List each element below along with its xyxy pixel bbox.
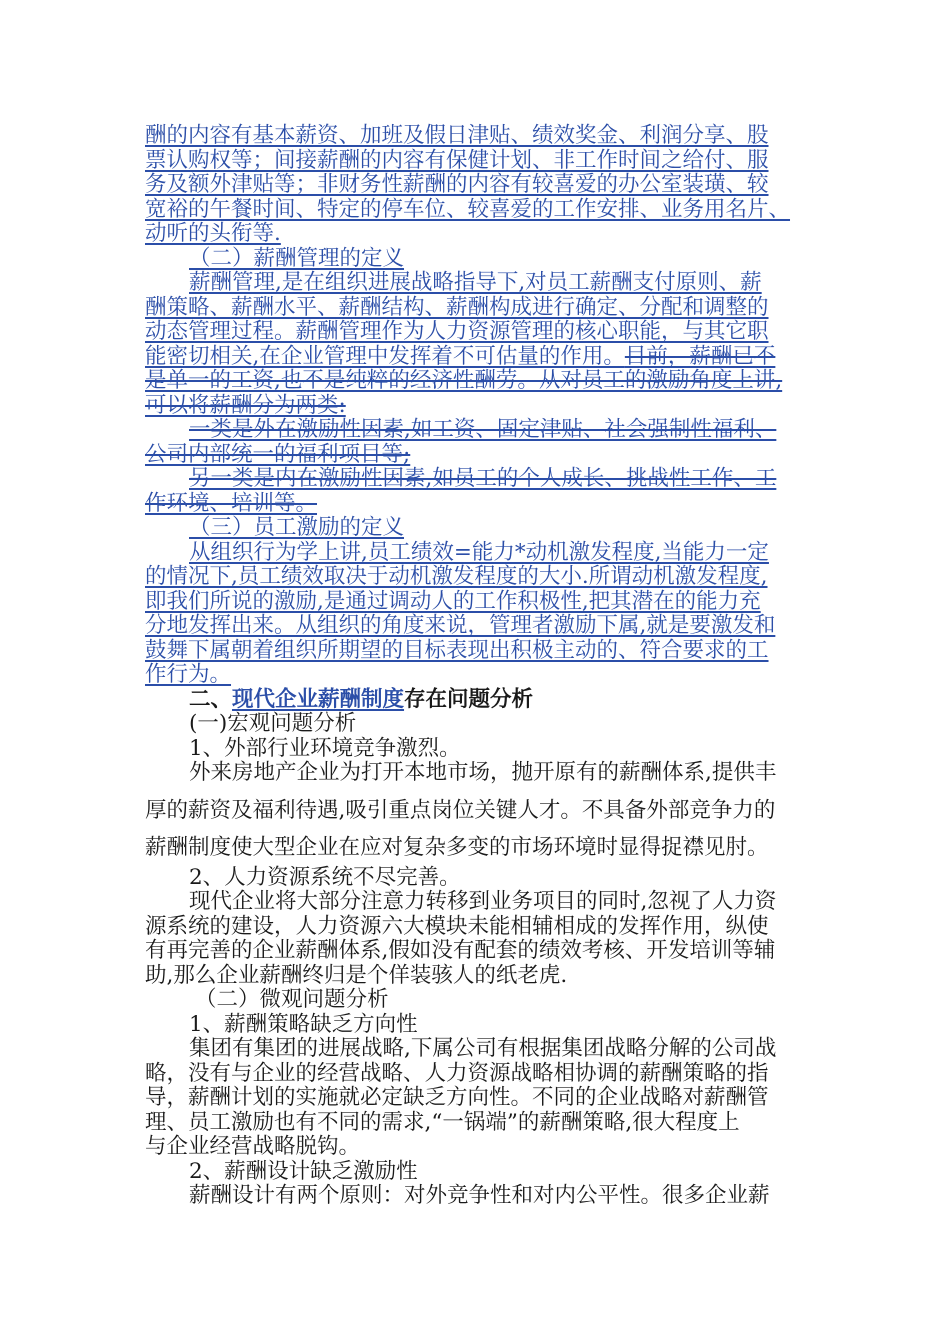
paragraph-line: 有再完善的企业薪酬体系,假如没有配套的绩效考核、开发培训等辅 [145,938,776,963]
item-title: 1、外部行业环境竞争激烈。 [189,735,461,761]
paragraph-line: 薪酬设计有两个原则：对外竞争性和对内公平性。很多企业薪 [189,1183,770,1208]
deleted-line: 是单一的工资,也不是纯粹的经济性酬劳。从对员工的激励角度上讲, [145,368,783,393]
paragraph-line: 理、员工激励也有不同的需求,“一锅端”的薪酬策略,很大程度上 [145,1109,740,1135]
deleted-line: 另一类是内在激励性因素,如员工的个人成长、挑战性工作、工 [189,466,777,491]
section-heading [145,688,835,713]
revised-line: 的情况下,员工绩效取决于动机激发程度的大小.所谓动机激发程度, [145,564,768,589]
paragraph-line: 薪酬制度使大型企业在应对复杂多变的市场环境时显得捉襟见肘。 [145,834,769,860]
sub-heading-salary-management: （二）薪酬管理的定义 [189,245,405,271]
revised-line: 从组织行为学上讲,员工绩效=能力*动机激发程度,当能力一定 [189,539,769,565]
paragraph-line: 略，没有与企业的经营战略、人力资源战略相协调的薪酬策略的指 [145,1060,769,1086]
micro-heading: （二）微观问题分析 [195,987,389,1012]
revised-line: 作行为。 [145,662,232,687]
section-heading-prefix: 二、 [189,686,233,712]
revised-line: 酬的内容有基本薪资、加班及假日津贴、绩效奖金、利润分享、股 [145,123,769,148]
revised-line: 动听的头衔等. [145,221,281,246]
sub-heading-employee-incentive: （三）员工激励的定义 [189,515,405,540]
revised-line: 票认购权等；间接薪酬的内容有保健计划、非工作时间之给付、服 [145,147,769,173]
revised-line: 宽裕的午餐时间、特定的停车位、较喜爱的工作安排、业务用名片、 [145,196,791,222]
item-title: 2、人力资源系统不尽完善。 [189,864,461,890]
mixed-revision-line [145,345,835,370]
deleted-line: 作环境、培训等。 [145,490,318,516]
paragraph-line: 与企业经营战略脱钩。 [145,1134,361,1159]
revised-line: 鼓舞下属朝着组织所期望的目标表现出积极主动的、符合要求的工 [145,637,769,663]
document-page [145,124,835,1209]
paragraph-line: 外来房地产企业为打开本地市场，抛开原有的薪酬体系,提供丰 [189,760,777,785]
revised-line: 分地发挥出来。从组织的角度来说，管理者激励下属,就是要激发和 [145,613,776,638]
revised-text: 能密切相关,在企业管理中发挥着不可估量的作用。 [145,343,625,369]
paragraph-line: 助,那么企业薪酬终归是个佯装骇人的纸老虎. [145,962,568,988]
paragraph-line: 源系统的建设，人力资源六大模块未能相辅相成的发挥作用，纵使 [145,913,769,939]
paragraph-line: 集团有集团的进展战略,下属公司有根据集团战略分解的公司战 [189,1036,777,1061]
revised-line: 务及额外津贴等；非财务性薪酬的内容有较喜爱的办公室装璜、较 [145,172,769,197]
revised-line: 即我们所说的激励,是通过调动人的工作积极性,把其潜在的能力充 [145,588,761,614]
paragraph-line: 现代企业将大部分注意力转移到业务项目的同时,忽视了人力资 [189,889,777,914]
revised-line: 酬策略、薪酬水平、薪酬结构、薪酬构成进行确定、分配和调整的 [145,294,769,320]
paragraph-line: 厚的薪资及福利待遇,吸引重点岗位关键人才。不具备外部竞争力的 [145,797,776,823]
deleted-line: 一类是外在激励性因素,如工资、固定津贴、社会强制性福利、 [189,417,777,442]
deleted-line: 公司内部统一的福利项目等; [145,441,411,467]
section-heading-link[interactable]: 现代企业薪酬制度 [232,686,405,712]
paragraph-line: 导，薪酬计划的实施就必定缺乏方向性。不同的企业战略对薪酬管 [145,1085,769,1110]
item-title: 2、薪酬设计缺乏激励性 [189,1158,418,1184]
revised-line: 动态管理过程。薪酬管理作为人力资源管理的核心职能，与其它职 [145,319,769,344]
deleted-line: 可以将薪酬分为两类: [145,392,346,418]
macro-heading: (一)宏观问题分析 [189,711,357,736]
item-title: 1、薪酬策略缺乏方向性 [189,1011,418,1037]
deleted-text: 目前，薪酬已不 [624,343,776,369]
revised-line: 薪酬管理,是在组织进展战略指导下,对员工薪酬支付原则、薪 [189,270,762,295]
section-heading-suffix: 存在问题分析 [404,686,534,712]
